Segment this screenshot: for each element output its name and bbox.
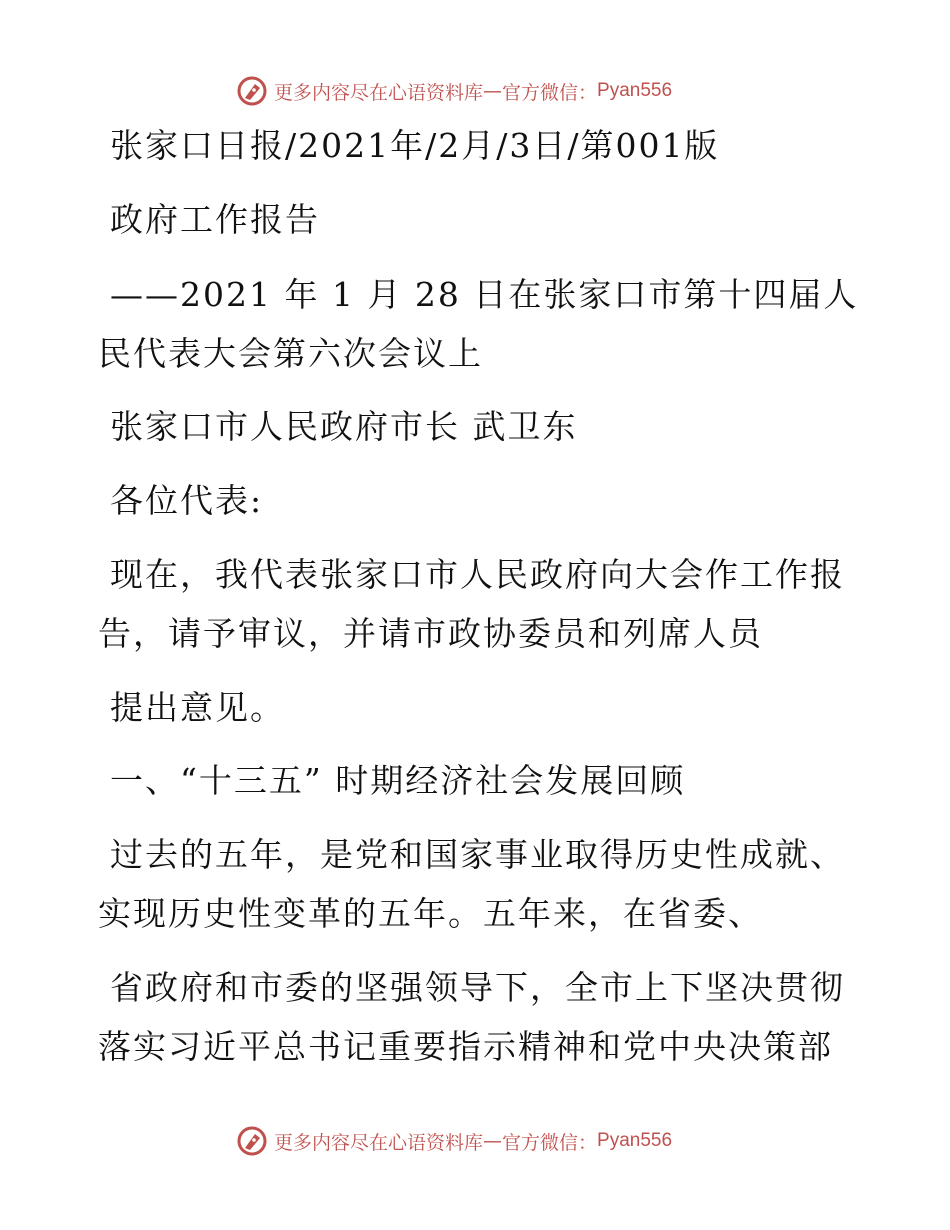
watermark-text-main: 更多内容尽在心语资料库 xyxy=(274,1131,484,1154)
section-heading: 一、“十三五” 时期经济社会发展回顾 xyxy=(110,761,686,800)
paragraph-line: 落实习近平总书记重要指示精神和党中央决策部 xyxy=(98,1027,833,1066)
watermark-dash: — xyxy=(483,80,503,102)
paragraph-line: 实现历史性变革的五年。五年来，在省委、 xyxy=(98,894,763,933)
paragraph-line: 过去的五年，是党和国家事业取得历史性成就、 xyxy=(110,835,845,874)
subtitle-line-1: ——2021 年 1 月 28 日在张家口市第十四届人 xyxy=(110,275,859,314)
salutation: 各位代表: xyxy=(110,481,264,520)
paragraph-line: 省政府和市委的坚强领导下，全市上下坚决贯彻 xyxy=(110,968,845,1007)
pen-nib-circle-icon xyxy=(236,75,268,107)
watermark-contact: 官方微信： xyxy=(502,1131,598,1154)
paragraph-line: 提出意见。 xyxy=(110,688,285,727)
footer-watermark xyxy=(236,1124,672,1158)
subtitle-line-2: 民代表大会第六次会议上 xyxy=(98,334,483,373)
pen-nib-circle-icon xyxy=(236,1125,268,1157)
newspaper-dateline: 张家口日报/2021年/2月/3日/第001版 xyxy=(110,126,720,165)
watermark-id: Pyan556 xyxy=(597,80,673,101)
watermark-dash: — xyxy=(483,1130,503,1152)
paragraph-line: 现在，我代表张家口市人民政府向大会作工作报 xyxy=(110,555,845,594)
watermark-text-main: 更多内容尽在心语资料库 xyxy=(274,81,484,104)
author-line: 张家口市人民政府市长 武卫东 xyxy=(110,407,578,446)
header-watermark xyxy=(236,74,672,108)
watermark-id: Pyan556 xyxy=(597,1130,673,1151)
paragraph-line: 告，请予审议，并请市政协委员和列席人员 xyxy=(98,614,763,653)
watermark-contact: 官方微信： xyxy=(502,81,598,104)
document-title: 政府工作报告 xyxy=(110,200,320,239)
